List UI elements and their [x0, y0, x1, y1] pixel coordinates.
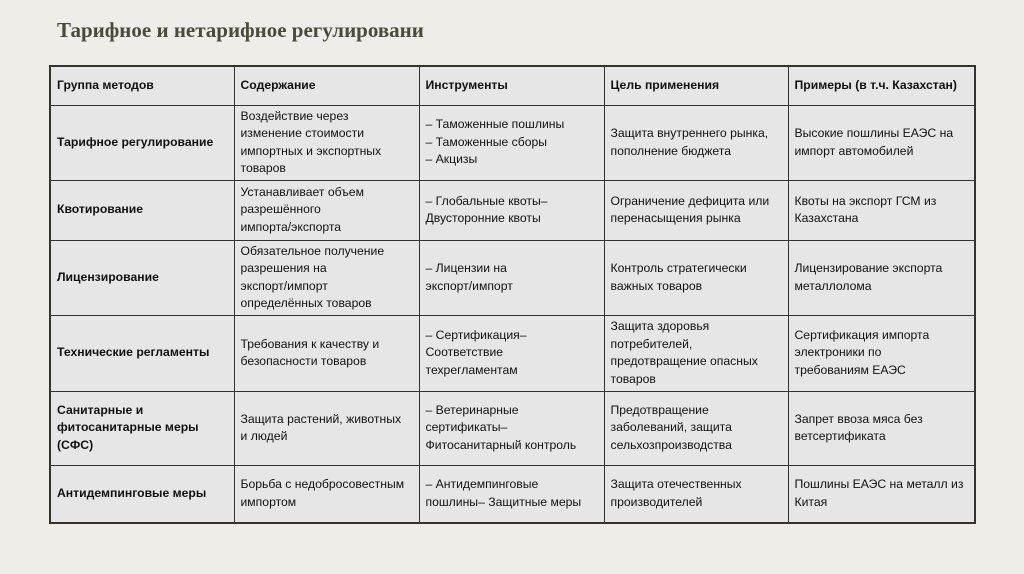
cell-examples: Лицензирование экспорта металлолома [788, 240, 975, 315]
cell-group: Тарифное регулирование [50, 105, 234, 180]
table-row [50, 315, 975, 391]
cell-examples: Пошлины ЕАЭС на металл из Китая [788, 465, 975, 523]
cell-content: Требования к качеству и безопасности товаров [234, 315, 419, 391]
header-examples: Примеры (в т.ч. Казахстан) [788, 66, 975, 105]
cell-goal: Предотвращение заболеваний, защита сельхозпроизводства [604, 391, 788, 465]
cell-goal: Защита внутреннего рынка, пополнение бюджета [604, 105, 788, 180]
table-row [50, 391, 975, 465]
cell-tools: – Сертификация– Соответствие техрегламентам [419, 315, 604, 391]
cell-content: Борьба с недобросовестным импортом [234, 465, 419, 523]
cell-examples: Высокие пошлины ЕАЭС на импорт автомобилей [788, 105, 975, 180]
header-tools: Инструменты [419, 66, 604, 105]
cell-examples: Запрет ввоза мяса без ветсертификата [788, 391, 975, 465]
header-goal: Цель применения [604, 66, 788, 105]
table-row [50, 180, 975, 240]
table-header-row [50, 66, 975, 105]
header-content: Содержание [234, 66, 419, 105]
cell-tools: – Антидемпинговые пошлины– Защитные меры [419, 465, 604, 523]
regulation-table [49, 65, 976, 524]
cell-content: Устанавливает объем разрешённого импорта/экспорта [234, 180, 419, 240]
cell-group: Технические регламенты [50, 315, 234, 391]
cell-tools: – Глобальные квоты– Двусторонние квоты [419, 180, 604, 240]
cell-group: Антидемпинговые меры [50, 465, 234, 523]
cell-goal: Ограничение дефицита или перенасыщения рынка [604, 180, 788, 240]
cell-content: Воздействие через изменение стоимости импортных и экспортных товаров [234, 105, 419, 180]
cell-group: Квотирование [50, 180, 234, 240]
cell-goal: Защита отечественных производителей [604, 465, 788, 523]
cell-group: Лицензирование [50, 240, 234, 315]
cell-examples: Сертификация импорта электроники по требованиям ЕАЭС [788, 315, 975, 391]
cell-group: Санитарные и фитосанитарные меры (СФС) [50, 391, 234, 465]
table-row [50, 240, 975, 315]
cell-content: Обязательное получение разрешения на экспорт/импорт определённых товаров [234, 240, 419, 315]
cell-tools: – Ветеринарные сертификаты– Фитосанитарный контроль [419, 391, 604, 465]
header-group: Группа методов [50, 66, 234, 105]
cell-tools: – Таможенные пошлины – Таможенные сборы – Акцизы [419, 105, 604, 180]
cell-tools: – Лицензии на экспорт/импорт [419, 240, 604, 315]
cell-goal: Защита здоровья потребителей, предотвращение опасных товаров [604, 315, 788, 391]
cell-goal: Контроль стратегически важных товаров [604, 240, 788, 315]
slide-title: Тарифное и нетарифное регулировани [57, 18, 424, 42]
cell-examples: Квоты на экспорт ГСМ из Казахстана [788, 180, 975, 240]
table-row [50, 465, 975, 523]
table-row [50, 105, 975, 180]
cell-content: Защита растений, животных и людей [234, 391, 419, 465]
